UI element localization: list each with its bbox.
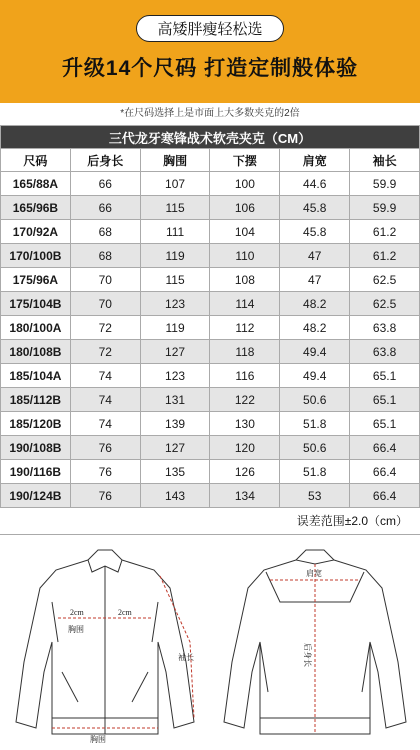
size-table [0,125,420,508]
measure-cell: 66 [70,172,140,196]
column-header: 尺码 [1,149,71,172]
measure-cell: 62.5 [350,268,420,292]
measure-cell: 119 [140,244,210,268]
size-cell: 180/108B [1,340,71,364]
measure-cell: 123 [140,292,210,316]
measure-cell: 59.9 [350,172,420,196]
table-row [1,172,420,196]
measure-cell: 110 [210,244,280,268]
measure-cell: 74 [70,364,140,388]
table-row [1,364,420,388]
measure-cell: 68 [70,220,140,244]
measure-cell: 76 [70,460,140,484]
measure-cell: 45.8 [280,220,350,244]
column-header: 袖长 [350,149,420,172]
measure-cell: 50.6 [280,436,350,460]
measure-cell: 66.4 [350,484,420,508]
measure-cell: 51.8 [280,460,350,484]
size-cell: 185/104A [1,364,71,388]
measure-cell: 68 [70,244,140,268]
table-title: 三代龙牙寒锋战术软壳夹克（CM） [1,126,420,149]
size-cell: 190/108B [1,436,71,460]
measure-cell: 47 [280,244,350,268]
table-row [1,244,420,268]
measure-cell: 114 [210,292,280,316]
measure-cell: 111 [140,220,210,244]
back-shoulder-label: 肩宽 [306,569,322,578]
front-gap-left-label: 2cm [70,608,84,617]
measure-cell: 50.6 [280,388,350,412]
measure-cell: 62.5 [350,292,420,316]
back-length-label: 后身长 [303,643,312,667]
measure-cell: 44.6 [280,172,350,196]
measure-cell: 126 [210,460,280,484]
measure-cell: 65.1 [350,412,420,436]
measure-cell: 70 [70,292,140,316]
measure-cell: 70 [70,268,140,292]
measure-cell: 139 [140,412,210,436]
table-row [1,316,420,340]
measure-cell: 72 [70,340,140,364]
size-note: *在尺码选择上是市面上大多数夹克的2倍 [0,103,420,125]
measure-cell: 100 [210,172,280,196]
measure-cell: 122 [210,388,280,412]
measure-cell: 115 [140,268,210,292]
measure-cell: 61.2 [350,244,420,268]
measure-cell: 119 [140,316,210,340]
table-row [1,340,420,364]
measure-cell: 72 [70,316,140,340]
measure-cell: 74 [70,388,140,412]
front-gap-right-label: 2cm [118,608,132,617]
measure-cell: 48.2 [280,316,350,340]
table-row [1,196,420,220]
measure-cell: 53 [280,484,350,508]
measure-cell: 104 [210,220,280,244]
measure-cell: 65.1 [350,364,420,388]
measure-cell: 106 [210,196,280,220]
jacket-diagrams [0,542,420,750]
size-cell: 180/100A [1,316,71,340]
measure-cell: 51.8 [280,412,350,436]
size-cell: 170/92A [1,220,71,244]
measure-cell: 66.4 [350,436,420,460]
measure-cell: 131 [140,388,210,412]
size-cell: 170/100B [1,244,71,268]
measure-cell: 108 [210,268,280,292]
measure-cell: 49.4 [280,340,350,364]
table-row [1,484,420,508]
measure-cell: 112 [210,316,280,340]
size-cell: 190/124B [1,484,71,508]
measure-cell: 115 [140,196,210,220]
measure-cell: 48.2 [280,292,350,316]
front-sleeve-label: 袖长 [178,653,194,662]
measure-cell: 47 [280,268,350,292]
table-row [1,292,420,316]
header-banner [0,0,420,103]
table-row [1,268,420,292]
size-cell: 165/88A [1,172,71,196]
size-cell: 185/120B [1,412,71,436]
table-title-row [1,126,420,149]
measure-cell: 130 [210,412,280,436]
measure-cell: 63.8 [350,340,420,364]
table-body [1,172,420,508]
size-cell: 165/96B [1,196,71,220]
measure-cell: 49.4 [280,364,350,388]
table-row [1,436,420,460]
measure-cell: 123 [140,364,210,388]
table-row [1,388,420,412]
table-row [1,412,420,436]
measure-cell: 135 [140,460,210,484]
column-header: 后身长 [70,149,140,172]
column-header: 肩宽 [280,149,350,172]
table-header-row [1,149,420,172]
jacket-front-diagram [0,542,210,750]
size-cell: 175/96A [1,268,71,292]
measure-cell: 76 [70,484,140,508]
size-cell: 190/116B [1,460,71,484]
size-cell: 185/112B [1,388,71,412]
measure-cell: 107 [140,172,210,196]
measure-cell: 116 [210,364,280,388]
measure-cell: 127 [140,436,210,460]
measure-cell: 76 [70,436,140,460]
measure-cell: 66.4 [350,460,420,484]
jacket-back-diagram [210,542,420,750]
measure-cell: 63.8 [350,316,420,340]
measure-cell: 127 [140,340,210,364]
front-chest-label: 胸围 [68,625,84,634]
measure-cell: 118 [210,340,280,364]
column-header: 下摆 [210,149,280,172]
measure-cell: 45.8 [280,196,350,220]
measure-cell: 65.1 [350,388,420,412]
measure-cell: 61.2 [350,220,420,244]
size-cell: 175/104B [1,292,71,316]
measure-cell: 59.9 [350,196,420,220]
headline: 升级14个尺码 打造定制般体验 [61,57,359,80]
table-row [1,460,420,484]
header-pill: 高矮胖瘦轻松选 [136,15,284,42]
front-hem-label: 胸围 [90,735,106,744]
measure-cell: 143 [140,484,210,508]
table-row [1,220,420,244]
measure-cell: 74 [70,412,140,436]
measure-cell: 66 [70,196,140,220]
measure-cell: 120 [210,436,280,460]
measure-cell: 134 [210,484,280,508]
error-range-note: 误差范围±2.0（cm） [0,508,420,535]
column-header: 胸围 [140,149,210,172]
